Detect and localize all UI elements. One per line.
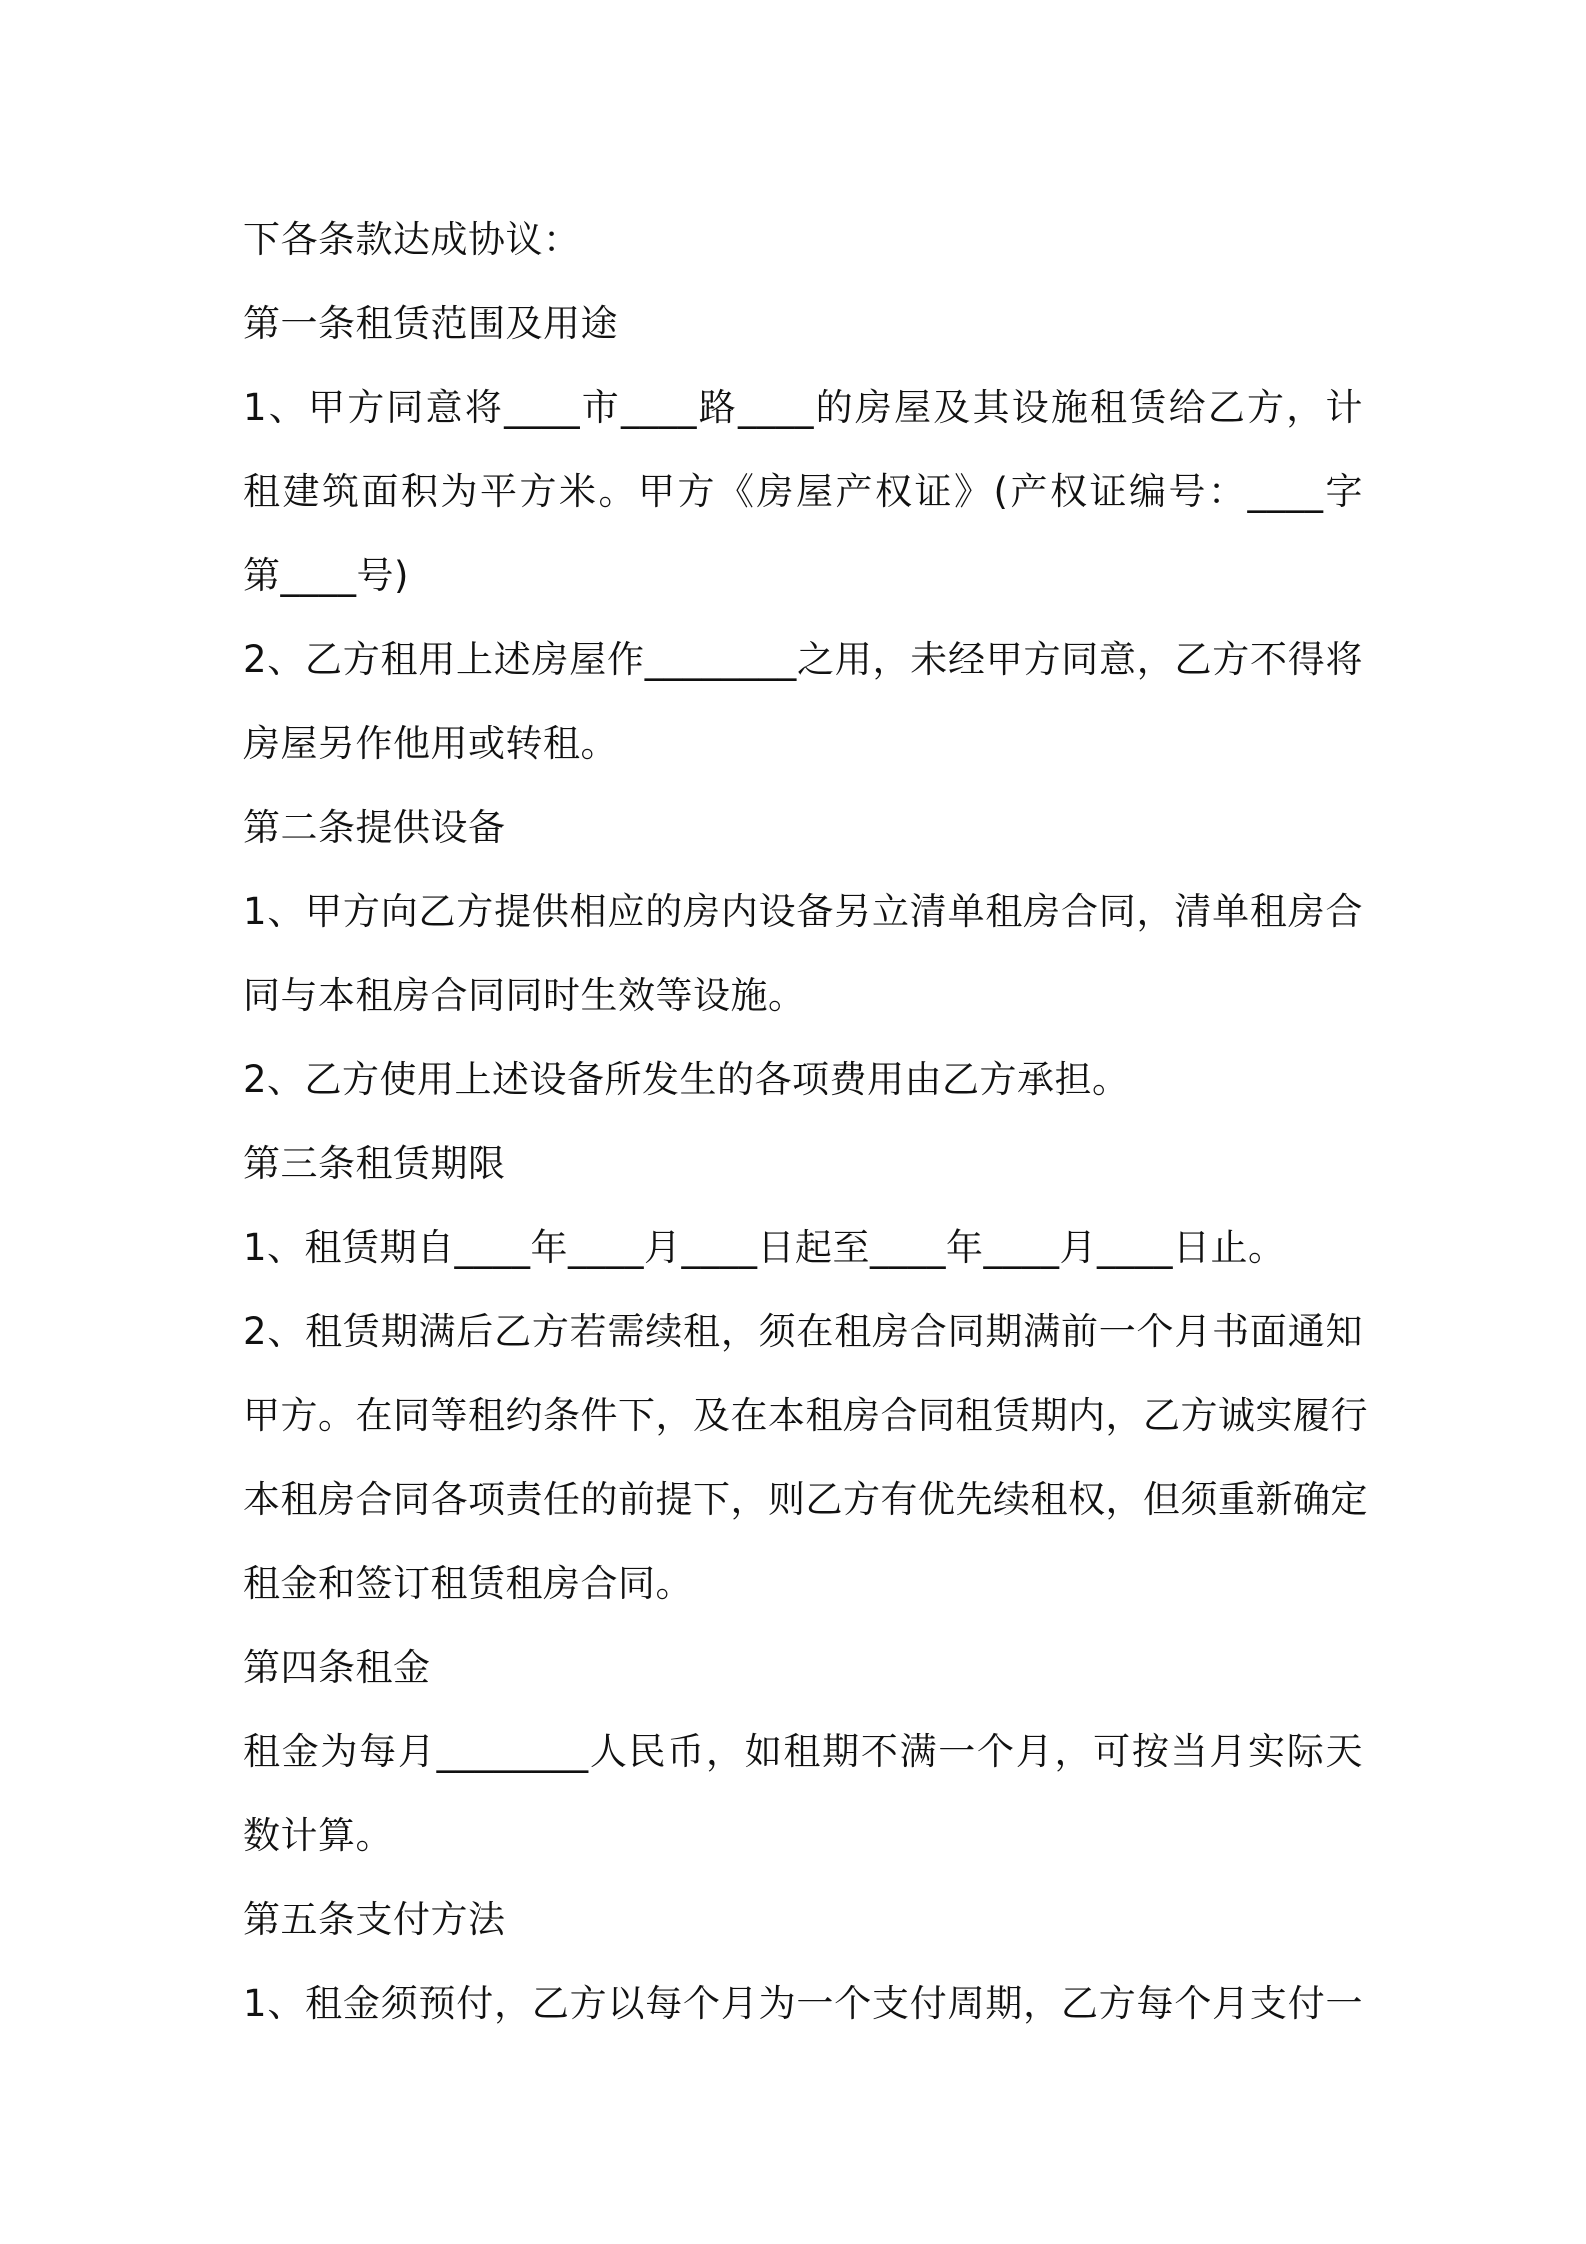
text-line: 1、租金须预付，乙方以每个月为一个支付周期，乙方每个月支付一	[243, 1982, 1363, 2025]
text-line: 租金和签订租赁租房合同。	[243, 1562, 693, 1605]
text-line: 本租房合同各项责任的前提下，则乙方有优先续租权，但须重新确定	[243, 1478, 1368, 1521]
section-heading: 第二条提供设备	[243, 806, 506, 849]
text-line: 甲方。在同等租约条件下，及在本租房合同租赁期内，乙方诚实履行	[243, 1394, 1368, 1437]
text-line: 租金为每月________人民币，如租期不满一个月，可按当月实际天	[243, 1730, 1363, 1773]
text-line: 1、租赁期自____年____月____日起至____年____月____日止。	[243, 1226, 1286, 1269]
text-line: 2、乙方使用上述设备所发生的各项费用由乙方承担。	[243, 1058, 1130, 1101]
section-heading: 第一条租赁范围及用途	[243, 302, 618, 345]
text-line: 下各条款达成协议：	[243, 218, 581, 261]
section-heading: 第四条租金	[243, 1646, 431, 1689]
text-line: 数计算。	[243, 1814, 393, 1857]
text-line: 第____号)	[243, 554, 409, 597]
text-line: 1、甲方向乙方提供相应的房内设备另立清单租房合同，清单租房合	[243, 890, 1363, 933]
text-line: 2、租赁期满后乙方若需续租，须在租房合同期满前一个月书面通知	[243, 1310, 1363, 1353]
text-line: 2、乙方租用上述房屋作________之用，未经甲方同意，乙方不得将	[243, 638, 1363, 681]
text-line: 租建筑面积为平方米。甲方《房屋产权证》(产权证编号：____字	[243, 470, 1363, 513]
text-line: 1、甲方同意将____市____路____的房屋及其设施租赁给乙方，计	[243, 386, 1363, 429]
section-heading: 第五条支付方法	[243, 1898, 506, 1941]
document-body	[243, 198, 1368, 2046]
section-heading: 第三条租赁期限	[243, 1142, 506, 1185]
text-line: 房屋另作他用或转租。	[243, 722, 618, 765]
text-line: 同与本租房合同同时生效等设施。	[243, 974, 806, 1017]
